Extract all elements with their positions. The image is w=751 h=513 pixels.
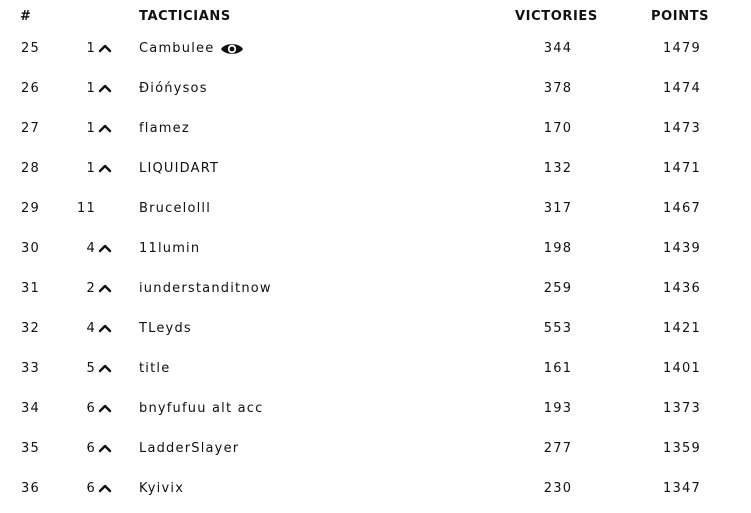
victories-value: 132 xyxy=(543,161,573,176)
chevron-up-icon xyxy=(98,362,112,374)
tactician-name-cell[interactable] xyxy=(139,361,170,377)
victories-value: 317 xyxy=(543,201,573,216)
victories-value: 378 xyxy=(543,81,573,96)
tactician-name[interactable]: Brucelolll xyxy=(139,201,212,216)
chevron-up-icon xyxy=(98,122,112,134)
points-value: 1359 xyxy=(663,441,701,456)
points-value: 1421 xyxy=(663,321,701,336)
tactician-name[interactable]: bnyfufuu alt acc xyxy=(139,401,264,416)
points-value: 1479 xyxy=(663,41,701,56)
table-row[interactable] xyxy=(0,389,751,429)
victories-value: 170 xyxy=(543,121,573,136)
table-row[interactable] xyxy=(0,29,751,69)
rank-change-value: 6 xyxy=(86,441,96,456)
rank-value: 26 xyxy=(21,81,40,96)
victories-value: 259 xyxy=(543,281,573,296)
points-value: 1373 xyxy=(663,401,701,416)
points-column-header: POINTS xyxy=(651,9,710,24)
tactician-name[interactable]: Cambulee xyxy=(139,41,215,56)
rank-change-value: 2 xyxy=(86,281,96,296)
points-value: 1471 xyxy=(663,161,701,176)
points-value: 1401 xyxy=(663,361,701,376)
rank-change-value: 1 xyxy=(86,81,96,96)
chevron-up-icon xyxy=(98,442,112,454)
victories-value: 344 xyxy=(543,41,573,56)
rank-change-value: 5 xyxy=(86,361,96,376)
tactician-name-cell[interactable] xyxy=(139,441,239,457)
table-row[interactable] xyxy=(0,69,751,109)
victories-value: 193 xyxy=(543,401,573,416)
table-row[interactable] xyxy=(0,309,751,349)
rank-value: 27 xyxy=(21,121,40,136)
victories-value: 230 xyxy=(543,481,573,496)
chevron-up-icon xyxy=(98,42,112,54)
victories-column-header: VICTORIES xyxy=(515,9,598,24)
rank-change-value: 11 xyxy=(77,201,96,216)
tactician-name[interactable]: 11lumin xyxy=(139,241,201,256)
rank-value: 36 xyxy=(21,481,40,496)
tactician-name[interactable]: Đióńysos xyxy=(139,81,208,96)
points-value: 1473 xyxy=(663,121,701,136)
points-value: 1467 xyxy=(663,201,701,216)
victories-value: 553 xyxy=(543,321,573,336)
tactician-name[interactable]: TLeyds xyxy=(139,321,192,336)
tactician-name-cell[interactable] xyxy=(139,281,272,297)
tactician-name-cell[interactable] xyxy=(139,161,219,177)
points-value: 1474 xyxy=(663,81,701,96)
tactician-name-cell[interactable] xyxy=(139,41,244,57)
rank-value: 29 xyxy=(21,201,40,216)
rank-value: 33 xyxy=(21,361,40,376)
tactician-name[interactable]: LadderSlayer xyxy=(139,441,240,456)
chevron-up-icon xyxy=(98,482,112,494)
leaderboard-table xyxy=(0,29,751,509)
table-row[interactable] xyxy=(0,269,751,309)
tactician-name[interactable]: Kyivix xyxy=(139,481,185,496)
tacticians-column-header: TACTICIANS xyxy=(139,9,231,24)
rank-column-header: # xyxy=(20,9,32,24)
chevron-up-icon xyxy=(98,162,112,174)
chevron-up-icon xyxy=(98,402,112,414)
points-value: 1436 xyxy=(663,281,701,296)
table-row[interactable] xyxy=(0,229,751,269)
table-row[interactable] xyxy=(0,429,751,469)
eye-icon[interactable] xyxy=(220,42,244,56)
points-value: 1347 xyxy=(663,481,701,496)
rank-change-value: 6 xyxy=(86,401,96,416)
rank-value: 25 xyxy=(21,41,40,56)
tactician-name-cell[interactable] xyxy=(139,121,190,137)
table-row[interactable] xyxy=(0,349,751,389)
table-row[interactable] xyxy=(0,469,751,509)
chevron-up-icon xyxy=(98,82,112,94)
tactician-name-cell[interactable] xyxy=(139,321,192,337)
rank-value: 34 xyxy=(21,401,40,416)
chevron-up-icon xyxy=(98,282,112,294)
tactician-name[interactable]: flamez xyxy=(139,121,190,136)
victories-value: 198 xyxy=(543,241,573,256)
table-row[interactable] xyxy=(0,109,751,149)
rank-value: 31 xyxy=(21,281,40,296)
rank-change-value: 4 xyxy=(86,241,96,256)
tactician-name[interactable]: LIQUIDART xyxy=(139,161,220,176)
rank-value: 32 xyxy=(21,321,40,336)
chevron-up-icon xyxy=(98,322,112,334)
rank-change-value: 1 xyxy=(86,121,96,136)
tactician-name[interactable]: iunderstanditnow xyxy=(139,281,272,296)
victories-value: 277 xyxy=(543,441,573,456)
leaderboard-header xyxy=(0,0,751,32)
chevron-up-icon xyxy=(98,242,112,254)
tactician-name-cell[interactable] xyxy=(139,401,263,417)
victories-value: 161 xyxy=(543,361,573,376)
tactician-name-cell[interactable] xyxy=(139,201,211,217)
rank-value: 35 xyxy=(21,441,40,456)
table-row[interactable] xyxy=(0,149,751,189)
tactician-name-cell[interactable] xyxy=(139,481,184,497)
rank-value: 30 xyxy=(21,241,40,256)
rank-change-value: 1 xyxy=(86,161,96,176)
rank-change-value: 4 xyxy=(86,321,96,336)
table-row[interactable] xyxy=(0,189,751,229)
tactician-name-cell[interactable] xyxy=(139,241,200,257)
rank-change-value: 1 xyxy=(86,41,96,56)
points-value: 1439 xyxy=(663,241,701,256)
rank-value: 28 xyxy=(21,161,40,176)
tactician-name-cell[interactable] xyxy=(139,81,208,97)
rank-change-value: 6 xyxy=(86,481,96,496)
tactician-name[interactable]: title xyxy=(139,361,171,376)
